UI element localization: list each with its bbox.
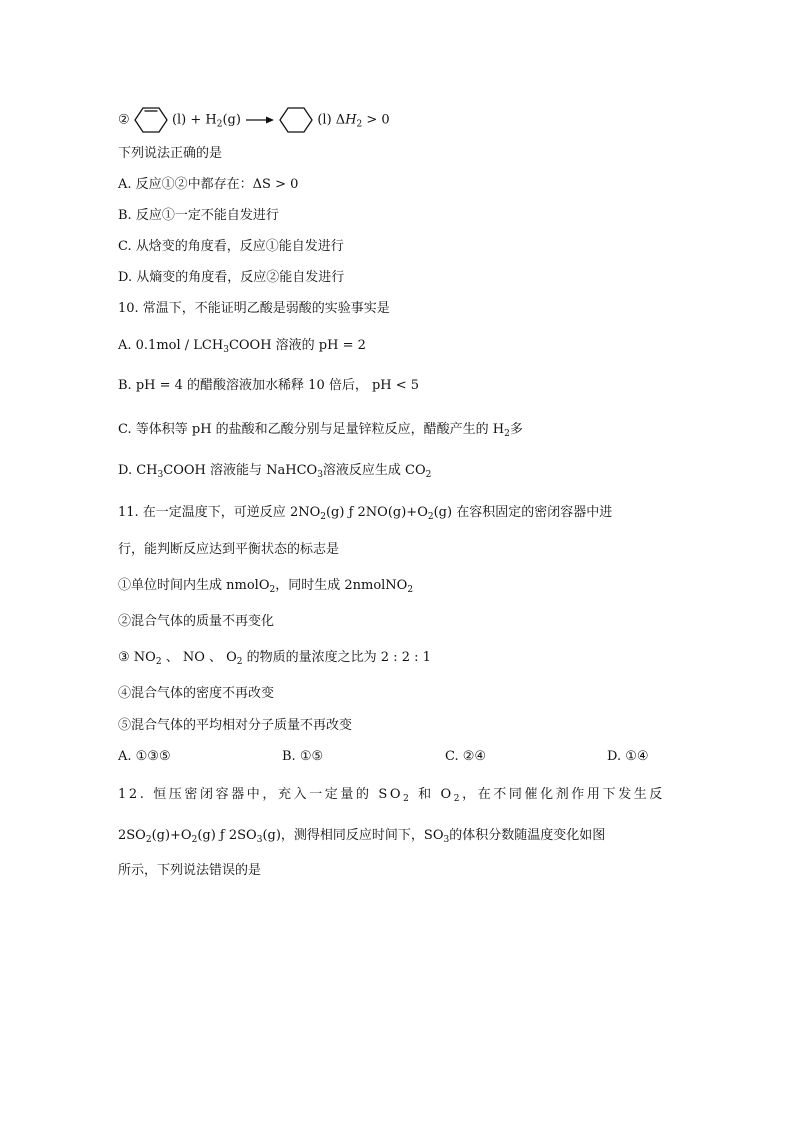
- q10-stem: 10. 常温下，不能证明乙酸是弱酸的实验事实是: [118, 301, 390, 316]
- q10-option-b: B. pH = 4 的醋酸溶液加水稀释 10 倍后， pH < 5: [118, 378, 420, 393]
- q10-option-d: D. $CH_3COOH$ 溶液能与 NaHCO$_3$溶液反应生成 $CO_2$: [118, 463, 432, 480]
- cyclohexane-structure: [279, 106, 313, 134]
- q11-option-b: B. ①⑤: [282, 749, 324, 764]
- q10-option-c: C. 等体积等 pH 的盐酸和乙酸分别与足量锌粒反应，醋酸产生的 $H_2$多: [118, 422, 523, 439]
- q9-option-b: B. 反应①一定不能自发进行: [118, 208, 279, 223]
- reaction-arrow: [245, 115, 275, 125]
- q11-statement-3: ③ $NO_2$ 、 NO 、 $O_2$ 的物质的量浓度之比为 2 : 2 : 1: [118, 650, 431, 667]
- q11-option-a: A. ①③⑤: [118, 749, 171, 764]
- q11-stem: 11. 在一定温度下，可逆反应 $2NO_2(g)$ ƒ $2NO(g)+O_2(g)$ 在容积固定的密闭容器中进: [118, 505, 613, 522]
- q11-statement-4: ④混合气体的密度不再改变: [118, 686, 275, 701]
- reaction-2-equation: ② $(l) + H_2(g)$ (l) $\Delta H_2 > 0$: [118, 106, 390, 134]
- q9-stem: 下列说法正确的是: [118, 146, 223, 161]
- q10-option-a: A. $0.1mol / LCH_3COOH$ 溶液的 pH = 2: [118, 338, 366, 355]
- q11-option-d: D. ①④: [607, 749, 649, 764]
- q11-option-c: C. ②④: [445, 749, 487, 764]
- q11-statement-5: ⑤混合气体的平均相对分子质量不再改变: [118, 718, 353, 733]
- q12-stem: 12. 恒压密闭容器中，充入一定量的 $SO_2$ 和 $O_2$，在不同催化剂作用下发生反: [118, 787, 665, 804]
- q9-option-a: A. 反应①②中都存在：ΔS > 0: [118, 177, 299, 192]
- q11-statement-1: ①单位时间内生成 nmolO$_2$，同时生成 2nmolNO$_2$: [118, 578, 414, 595]
- q9-option-d: D. 从熵变的角度看，反应②能自发进行: [118, 270, 345, 285]
- q12-stem-end: 所示，下列说法错误的是: [118, 863, 262, 878]
- cyclohexene-structure: [134, 106, 168, 134]
- q11-statement-2: ②混合气体的质量不再变化: [118, 614, 275, 629]
- reaction-number: ②: [118, 112, 130, 128]
- q9-option-c: C. 从焓变的角度看，反应①能自发进行: [118, 239, 344, 254]
- q11-stem-continued: 行，能判断反应达到平衡状态的标志是: [118, 542, 340, 557]
- q12-equation-line: $2SO_2(g)+O_2(g)$ ƒ $2SO_3(g)$，测得相同反应时间下，$SO_3$的体积分数随温度变化如图: [118, 828, 606, 845]
